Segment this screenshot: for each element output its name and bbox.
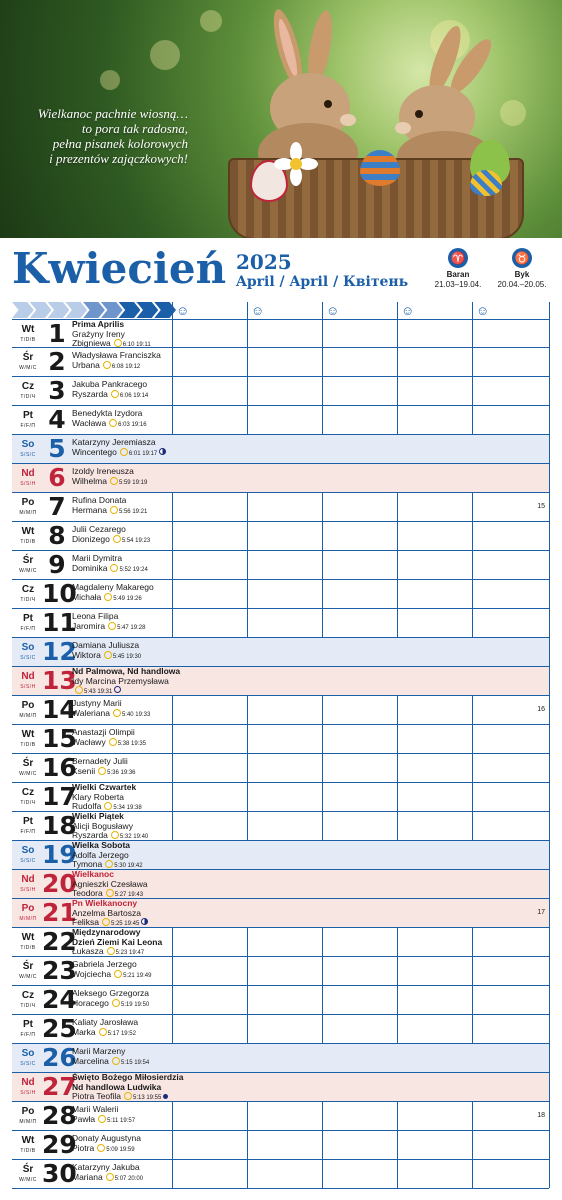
day-number: 11 [42,608,77,637]
smiley-icon: ☺ [476,303,490,318]
sunrise-sunset: 5:45 19:30 [101,654,141,660]
name-days: Gabriela Jerzego Wojciecha 5:21 19:49 [72,960,152,979]
week-number: 16 [537,706,545,713]
day-row[interactable] [12,1015,549,1044]
day-row[interactable] [12,609,549,638]
sun-icon [112,999,120,1007]
name-days: Donaty Augustyna Piotra 5:09 19:59 [72,1134,141,1153]
sunrise-sunset: 5:32 19:40 [108,834,148,840]
name-days: Prima Aprilis Grażyny Ireny Zbigniewa 6:10 19:11 [72,320,151,348]
sunrise-sunset: 5:19 19:50 [109,1002,149,1008]
day-row[interactable] [12,580,549,609]
name-days: Magdaleny Makarego Michała 5:49 19:26 [72,583,154,602]
sun-icon [109,419,117,427]
name-days: Pn Wielkanocny Anzelma Bartosza Feliksa 5:25 19:45 [72,899,184,930]
sunrise-sunset: 5:56 19:21 [107,509,147,515]
sun-icon [99,1028,107,1036]
sunrise-sunset: 5:43 19:31 [72,689,121,695]
sun-icon [113,709,121,717]
day-number: 29 [42,1130,77,1159]
day-row[interactable] [12,783,549,812]
sun-icon [98,1115,106,1123]
name-days: Bernadety Julii Ksenii 5:36 19:36 [72,757,136,776]
sun-icon [108,622,116,630]
sunrise-sunset: 5:09 19:59 [94,1147,134,1153]
day-number: 28 [42,1101,77,1130]
smiley-icon: ☺ [176,303,190,318]
day-number: 24 [42,985,77,1014]
day-row[interactable] [12,725,549,754]
day-row[interactable] [12,435,549,464]
name-days: Izoldy Ireneusza Wilhelma 5:59 19:19 [72,467,148,486]
aries-icon: ♈ [448,248,468,268]
sun-icon [106,1173,114,1181]
sun-icon [103,361,111,369]
day-of-week: Śr W/M/С [19,555,37,574]
name-days: Leona Filipa Jaromira 5:47 19:28 [72,612,146,631]
sun-icon [120,448,128,456]
day-of-week: Wt T/D/В [20,729,36,748]
sun-icon [110,564,118,572]
day-of-week: Wt T/D/В [20,324,36,343]
day-row[interactable] [12,899,549,928]
moon-phase-icon [114,686,121,693]
moon-phase-icon [141,918,148,925]
day-row[interactable] [12,667,549,696]
sunrise-sunset: 5:38 19:35 [106,741,146,747]
sun-icon [113,535,121,543]
week-number: 17 [537,909,545,916]
name-days: Jakuba Pankracego Ryszarda 6:06 19:14 [72,380,149,399]
day-row[interactable] [12,464,549,493]
day-number: 10 [42,579,77,608]
sun-icon [107,947,115,955]
day-number: 12 [42,637,77,666]
day-row[interactable] [12,1044,549,1073]
sunrise-sunset: 5:47 19:28 [105,625,145,631]
sun-icon [124,1092,132,1100]
sun-icon [104,593,112,601]
day-of-week: Po M/M/П [19,700,37,719]
day-row[interactable] [12,754,549,783]
day-row[interactable] [12,986,549,1015]
day-number: 23 [42,956,77,985]
day-row[interactable] [12,522,549,551]
day-number: 7 [48,492,66,521]
day-of-week: So S/S/С [20,845,36,864]
day-row[interactable] [12,1160,549,1189]
sun-icon [106,889,114,897]
day-of-week: Śr W/M/С [19,758,37,777]
day-number: 2 [48,347,66,376]
day-of-week: Śr W/M/С [19,352,37,371]
name-days: Władysława Franciszka Urbana 6:08 19:12 [72,351,161,370]
smiley-icon: ☺ [401,303,415,318]
sunrise-sunset: 6:01 19:17 [117,451,166,457]
sun-icon [104,651,112,659]
day-of-week: Nd S/S/Н [20,874,36,893]
day-number: 8 [48,521,66,550]
sunrise-sunset: 5:21 19:49 [111,973,151,979]
sun-icon [111,390,119,398]
flower-icon [274,142,318,186]
sunrise-sunset: 5:36 19:36 [95,770,135,776]
sun-icon [112,1057,120,1065]
sunrise-sunset: 6:06 19:14 [108,393,148,399]
sunrise-sunset: 5:54 19:23 [110,538,150,544]
day-number: 20 [42,869,77,898]
day-of-week: Po M/M/П [19,497,37,516]
day-of-week: So S/S/С [20,439,36,458]
day-number: 14 [42,695,77,724]
day-row[interactable] [12,696,549,725]
sunrise-sunset: 6:03 19:16 [106,422,146,428]
sun-icon [104,802,112,810]
day-of-week: Wt T/D/В [20,932,36,951]
smiley-icon: ☺ [326,303,340,318]
sunrise-sunset: 5:59 19:19 [107,480,147,486]
sun-icon [109,738,117,746]
name-days: Marii Dymitra Dominika 5:52 19:24 [72,554,148,573]
sunrise-sunset: 5:52 19:24 [107,567,147,573]
zodiac-aries: ♈ Baran 21.03–19.04. [423,248,493,290]
day-number: 4 [48,405,66,434]
sun-icon [110,506,118,514]
day-row[interactable] [12,551,549,580]
day-row[interactable] [12,319,549,348]
header-photo [0,0,562,238]
day-of-week: Nd S/S/Н [20,1077,36,1096]
day-row[interactable] [12,406,549,435]
day-of-week: Pt F/F/П [20,1019,36,1038]
day-number: 5 [48,434,66,463]
taurus-icon: ♉ [512,248,532,268]
day-row[interactable] [12,1073,549,1102]
sunrise-sunset: 6:10 19:11 [111,342,151,348]
day-row[interactable] [12,1102,549,1131]
day-row[interactable] [12,957,549,986]
day-of-week: Po M/M/П [19,1106,37,1125]
day-of-week: Wt T/D/В [20,526,36,545]
day-of-week: Cz T/D/Ч [20,381,36,400]
day-number: 15 [42,724,77,753]
sunrise-sunset: 5:34 19:38 [101,805,141,811]
sunrise-sunset: 5:17 19:52 [96,1031,136,1037]
header-arrows [12,302,172,318]
sunrise-sunset: 5:27 19:43 [103,892,143,898]
day-of-week: Nd S/S/Н [20,468,36,487]
name-days: Wielka Sobota Adolfa Jerzego Tymona 5:30 19:42 [72,841,143,869]
day-row[interactable] [12,812,549,841]
name-days: Wielkanoc Agnieszki Czesława Teodora 5:27 19:43 [72,870,148,898]
sun-icon [97,1144,105,1152]
day-number: 6 [48,463,66,492]
sun-icon [111,831,119,839]
name-days: Wielki Piątek Alicji Bogusławy Ryszarda 5:32 19:40 [72,812,149,840]
day-number: 18 [42,811,77,840]
day-of-week: Cz T/D/Ч [20,990,36,1009]
sunrise-sunset: 5:25 19:45 [99,921,148,927]
day-number: 3 [48,376,66,405]
week-number: 18 [537,1112,545,1119]
name-days: Anastazji Olimpii Wacławy 5:38 19:35 [72,728,147,747]
zodiac-taurus: ♉ Byk 20.04.–20.05. [487,248,557,290]
moon-phase-icon [159,448,166,455]
day-of-week: Pt F/F/П [20,613,36,632]
day-of-week: Cz T/D/Ч [20,584,36,603]
day-number: 27 [42,1072,77,1101]
day-of-week: Śr W/M/С [19,1164,37,1183]
day-row[interactable] [12,377,549,406]
moon-phase-icon [163,1094,168,1099]
day-of-week: So S/S/С [20,642,36,661]
year-label: 2025 [236,250,292,274]
day-row[interactable] [12,870,549,899]
day-of-week: Wt T/D/В [20,1135,36,1154]
name-days: Marii Marzeny Marcelina 5:15 19:54 [72,1047,150,1066]
month-subtitle: April / April / Квітень [236,274,409,290]
day-of-week: Pt F/F/П [20,816,36,835]
name-days: Rufina Donata Hermana 5:56 19:21 [72,496,148,515]
sunrise-sunset: 5:13 19:55 [121,1095,168,1101]
sunrise-sunset: 6:08 19:12 [100,364,140,370]
day-number: 22 [42,927,77,956]
name-days: Kaliaty Jarosława Marka 5:17 19:52 [72,1018,139,1037]
month-title: Kwiecień [12,244,227,293]
day-number: 17 [42,782,77,811]
name-days: Damiana Juliusza Wiktora 5:45 19:30 [72,641,142,660]
grid-column-line [549,302,550,1188]
sun-icon [114,970,122,978]
day-number: 16 [42,753,77,782]
day-number: 9 [48,550,66,579]
sunrise-sunset: 5:07 20:00 [103,1176,143,1182]
day-of-week: Śr W/M/С [19,961,37,980]
day-row[interactable] [12,348,549,377]
sunrise-sunset: 5:40 19:33 [110,712,150,718]
sunrise-sunset: 5:30 19:42 [102,863,142,869]
day-of-week: Cz T/D/Ч [20,787,36,806]
name-days: Marii Walerii Pawła 5:11 19:57 [72,1105,136,1124]
sun-icon [105,860,113,868]
easter-egg-icon [360,150,400,186]
day-row[interactable] [12,841,549,870]
name-days: Międzynarodowy Dzień Ziemi Kai Leona Łukasza 5:23 19:47 [72,928,163,956]
name-days: Nd Palmowa, Nd handlowa Idy Marcina Przemysława 5:43 19:31 [72,667,181,695]
day-row[interactable] [12,928,549,957]
day-number: 19 [42,840,77,869]
sun-icon [114,339,122,347]
name-days: Katarzyny Jakuba Mariana 5:07 20:00 [72,1163,144,1182]
week-number: 15 [537,503,545,510]
name-days: Wielki Czwartek Klary Roberta Rudolfa 5:34 19:38 [72,783,142,811]
sun-icon [110,477,118,485]
name-days: Święto Bożego Miłosierdzia Nd handlowa Ludwika Piotra Teofila 5:13 19:55 [72,1073,184,1101]
sunrise-sunset: 5:15 19:54 [109,1060,149,1066]
name-days: Aleksego Grzegorza Horacego 5:19 19:50 [72,989,150,1008]
sun-icon [75,686,83,694]
name-days: Benedykta Izydora Wacława 6:03 19:16 [72,409,147,428]
day-of-week: Nd S/S/Н [20,671,36,690]
sunrise-sunset: 5:11 19:57 [95,1118,135,1124]
day-row[interactable] [12,638,549,667]
name-days: Katarzyny Jeremiasza Wincentego 6:01 19:17 [72,438,184,459]
day-number: 25 [42,1014,77,1043]
day-number: 30 [42,1159,77,1188]
name-days: Justyny Marii Waleriana 5:40 19:33 [72,699,151,718]
day-row[interactable] [12,1131,549,1160]
day-number: 13 [42,666,77,695]
quote-text: Wielkanoc pachnie wiosną… to pora tak radosna, pełna pisanek kolorowych i prezentów zajączkowych! [37,106,188,166]
sun-icon [98,767,106,775]
day-number: 1 [48,319,66,348]
sunrise-sunset: 5:49 19:26 [101,596,141,602]
smiley-icon: ☺ [251,303,265,318]
sun-icon [102,918,110,926]
day-row[interactable] [12,493,549,522]
day-of-week: Pt F/F/П [20,410,36,429]
day-number: 21 [42,898,77,927]
day-number: 26 [42,1043,77,1072]
easter-egg-icon [470,170,502,196]
day-of-week: So S/S/С [20,1048,36,1067]
sunrise-sunset: 5:23 19:47 [104,950,144,956]
day-of-week: Po M/M/П [19,903,37,922]
name-days: Julii Cezarego Dionizego 5:54 19:23 [72,525,151,544]
